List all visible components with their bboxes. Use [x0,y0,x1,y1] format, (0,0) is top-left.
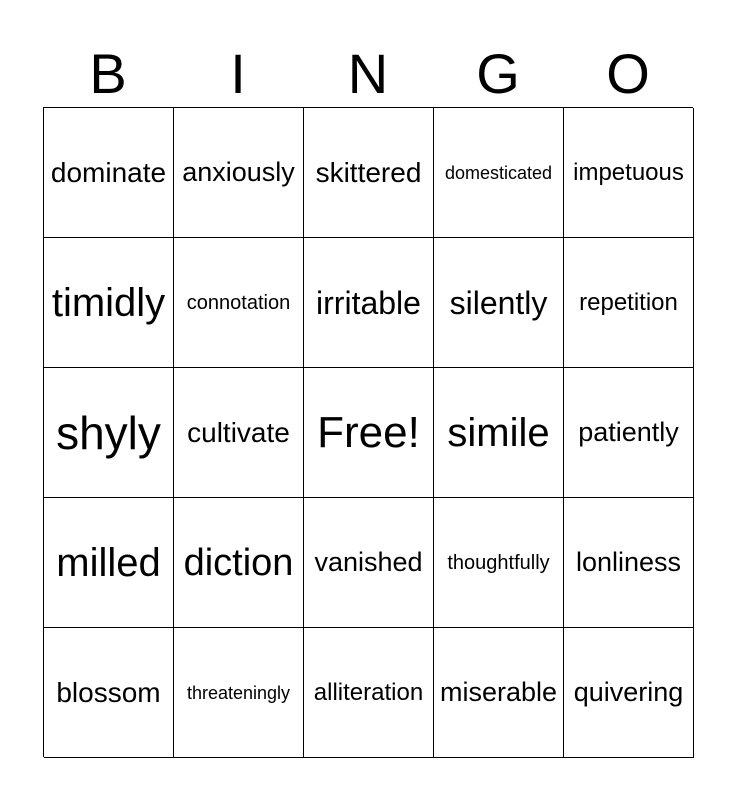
bingo-cell[interactable]: repetition [564,238,694,368]
header-letter-b: B [89,42,127,105]
bingo-cell[interactable]: cultivate [174,368,304,498]
bingo-cell[interactable]: patiently [564,368,694,498]
header-letter-i: I [230,42,246,105]
bingo-cell[interactable]: timidly [44,238,174,368]
header-letter-g: G [476,42,520,105]
bingo-cell[interactable]: connotation [174,238,304,368]
bingo-cell[interactable]: thoughtfully [434,498,564,628]
header-letter-o: O [606,42,650,105]
bingo-cell[interactable]: shyly [44,368,174,498]
bingo-cell[interactable]: alliteration [304,628,434,758]
bingo-cell[interactable]: blossom [44,628,174,758]
bingo-cell[interactable]: skittered [304,108,434,238]
bingo-header [43,40,693,108]
bingo-cell[interactable]: irritable [304,238,434,368]
bingo-cell[interactable]: silently [434,238,564,368]
bingo-cell[interactable]: impetuous [564,108,694,238]
header-letter-n: N [347,42,389,105]
bingo-cell[interactable]: domesticated [434,108,564,238]
bingo-cell[interactable]: dominate [44,108,174,238]
bingo-cell[interactable]: vanished [304,498,434,628]
bingo-cell[interactable]: anxiously [174,108,304,238]
bingo-cell[interactable]: milled [44,498,174,628]
bingo-cell[interactable]: quivering [564,628,694,758]
bingo-cell[interactable]: threateningly [174,628,304,758]
bingo-cell[interactable]: diction [174,498,304,628]
bingo-board [43,107,693,757]
bingo-cell[interactable]: simile [434,368,564,498]
bingo-cell[interactable]: miserable [434,628,564,758]
bingo-cell[interactable]: lonliness [564,498,694,628]
free-space-cell[interactable]: Free! [304,368,434,498]
